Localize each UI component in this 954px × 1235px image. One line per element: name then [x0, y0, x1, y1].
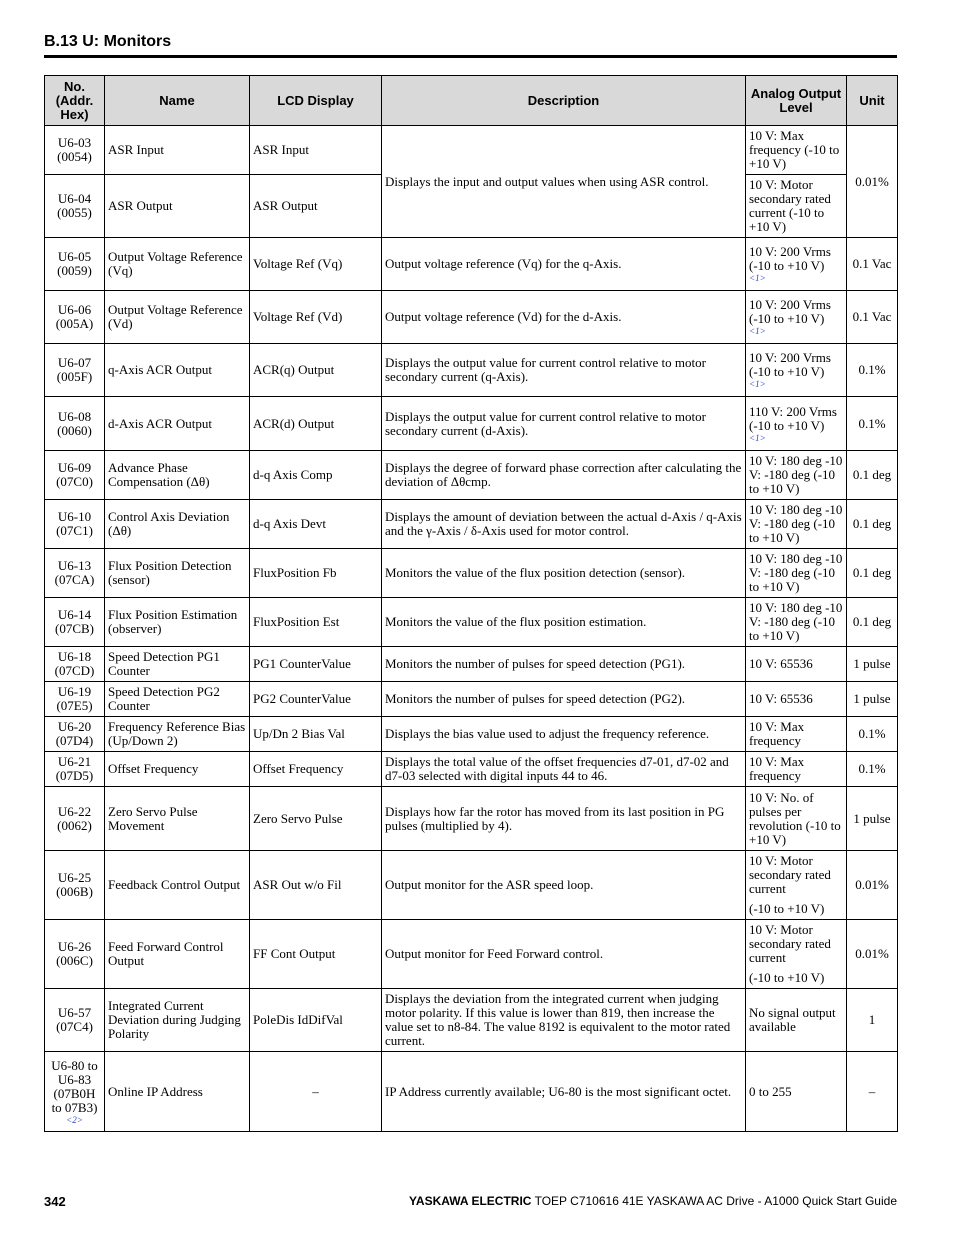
cell-unit: 1 — [847, 989, 898, 1052]
table-row — [45, 920, 898, 989]
cell-unit: 0.1 deg — [847, 598, 898, 647]
table-row — [45, 1052, 898, 1132]
cell-name: Feed Forward Control Output — [105, 920, 250, 989]
cell-name: Output Voltage Reference (Vq) — [105, 238, 250, 291]
analog-text: 10 V: 200 Vrms (-10 to +10 V) — [749, 297, 831, 326]
cell-description: Displays the deviation from the integrated current when judging motor polarity. If this value is lower than 819, then increase the value set to n8-84. The value 8192 is equivalent to the motor rated current. — [382, 989, 746, 1052]
footnote-ref[interactable]: <1> — [749, 273, 766, 283]
table-row — [45, 989, 898, 1052]
header-no: No. (Addr. Hex) — [45, 76, 105, 126]
cell-lcd: Offset Frequency — [250, 752, 382, 787]
section-title: B.13 U: Monitors — [44, 33, 172, 50]
cell-lcd: ASR Input — [250, 126, 382, 175]
cell-description: Displays how far the rotor has moved from its last position in PG pulses (multiplied by 4). — [382, 787, 746, 851]
cell-name: Output Voltage Reference (Vd) — [105, 291, 250, 344]
cell-name: Integrated Current Deviation during Judging Polarity — [105, 989, 250, 1052]
cell-analog — [746, 920, 847, 989]
cell-name: Speed Detection PG2 Counter — [105, 682, 250, 717]
cell-no: U6-18 (07CD) — [45, 647, 105, 682]
cell-unit: 0.1 deg — [847, 451, 898, 500]
cell-unit: 0.1 Vac — [847, 238, 898, 291]
cell-no: U6-05 (0059) — [45, 238, 105, 291]
table-row — [45, 549, 898, 598]
cell-no: U6-57 (07C4) — [45, 989, 105, 1052]
cell-no: U6-19 (07E5) — [45, 682, 105, 717]
cell-lcd: PoleDis IdDifVal — [250, 989, 382, 1052]
footer-doc-title: TOEP C710616 41E YASKAWA AC Drive - A1000 Quick Start Guide — [531, 1194, 897, 1208]
cell-unit: 0.1 deg — [847, 500, 898, 549]
cell-no: U6-14 (07CB) — [45, 598, 105, 647]
cell-analog: 10 V: 180 deg -10 V: -180 deg (-10 to +10 V) — [746, 500, 847, 549]
cell-analog: 10 V: 65536 — [746, 647, 847, 682]
cell-description: Displays the amount of deviation between the actual d-Axis / q-Axis and the γ-Axis / δ-Axis used for motor control. — [382, 500, 746, 549]
cell-description: Displays the bias value used to adjust the frequency reference. — [382, 717, 746, 752]
cell-name: Offset Frequency — [105, 752, 250, 787]
cell-name: d-Axis ACR Output — [105, 397, 250, 451]
cell-lcd: PG2 CounterValue — [250, 682, 382, 717]
cell-name: Frequency Reference Bias (Up/Down 2) — [105, 717, 250, 752]
cell-no: U6-07 (005F) — [45, 344, 105, 397]
cell-analog — [746, 291, 847, 344]
cell-no: U6-04 (0055) — [45, 175, 105, 238]
analog-text: 10 V: 200 Vrms (-10 to +10 V) — [749, 350, 831, 379]
cell-lcd: d-q Axis Comp — [250, 451, 382, 500]
cell-name: Flux Position Detection (sensor) — [105, 549, 250, 598]
cell-name: Zero Servo Pulse Movement — [105, 787, 250, 851]
cell-lcd: ASR Out w/o Fil — [250, 851, 382, 920]
table-row — [45, 682, 898, 717]
cell-no: U6-26 (006C) — [45, 920, 105, 989]
table-row — [45, 647, 898, 682]
cell-lcd: Zero Servo Pulse — [250, 787, 382, 851]
cell-no: U6-25 (006B) — [45, 851, 105, 920]
cell-lcd: ACR(q) Output — [250, 344, 382, 397]
header-lcd-display: LCD Display — [250, 76, 382, 126]
footnote-ref[interactable]: <2> — [66, 1114, 83, 1125]
cell-lcd: FluxPosition Est — [250, 598, 382, 647]
table-row — [45, 126, 898, 175]
analog-text: 10 V: Motor secondary rated current — [749, 853, 831, 896]
cell-name: Online IP Address — [105, 1052, 250, 1132]
no-text: U6-80 to U6-83 (07B0H to 07B3) — [51, 1057, 98, 1115]
header-unit: Unit — [847, 76, 898, 126]
cell-no: U6-20 (07D4) — [45, 717, 105, 752]
table-row — [45, 397, 898, 451]
table-row — [45, 717, 898, 752]
cell-description: Output voltage reference (Vd) for the d-Axis. — [382, 291, 746, 344]
header-analog-output-level: Analog Output Level — [746, 76, 847, 126]
cell-unit: 0.01% — [847, 920, 898, 989]
cell-lcd: PG1 CounterValue — [250, 647, 382, 682]
cell-name: ASR Input — [105, 126, 250, 175]
cell-analog — [746, 344, 847, 397]
title-rule — [44, 55, 897, 58]
cell-lcd: ASR Output — [250, 175, 382, 238]
cell-name: ASR Output — [105, 175, 250, 238]
cell-analog — [746, 238, 847, 291]
cell-analog: 10 V: Max frequency — [746, 752, 847, 787]
header-description: Description — [382, 76, 746, 126]
table-row — [45, 752, 898, 787]
cell-description: Monitors the value of the flux position estimation. — [382, 598, 746, 647]
cell-no: U6-10 (07C1) — [45, 500, 105, 549]
cell-unit: 1 pulse — [847, 682, 898, 717]
cell-unit: 0.01% — [847, 851, 898, 920]
cell-analog: 0 to 255 — [746, 1052, 847, 1132]
footer-company: YASKAWA ELECTRIC — [409, 1194, 532, 1208]
cell-description: Output monitor for the ASR speed loop. — [382, 851, 746, 920]
cell-analog: 10 V: Max frequency (-10 to +10 V) — [746, 126, 847, 175]
cell-unit: – — [847, 1052, 898, 1132]
cell-description: Output monitor for Feed Forward control. — [382, 920, 746, 989]
cell-lcd: d-q Axis Devt — [250, 500, 382, 549]
cell-name: Speed Detection PG1 Counter — [105, 647, 250, 682]
cell-lcd: Voltage Ref (Vq) — [250, 238, 382, 291]
cell-no: U6-13 (07CA) — [45, 549, 105, 598]
cell-description: Displays the total value of the offset frequencies d7-01, d7-02 and d7-03 selected with digital inputs 44 to 46. — [382, 752, 746, 787]
cell-analog: 10 V: Motor secondary rated current (-10 to +10 V) — [746, 175, 847, 238]
cell-lcd: FF Cont Output — [250, 920, 382, 989]
table-header-row — [45, 76, 898, 126]
cell-unit: 0.1% — [847, 344, 898, 397]
cell-analog: 10 V: 180 deg -10 V: -180 deg (-10 to +10 V) — [746, 549, 847, 598]
cell-lcd: Voltage Ref (Vd) — [250, 291, 382, 344]
cell-description: Displays the degree of forward phase correction after calculating the deviation of Δθcmp. — [382, 451, 746, 500]
table-row — [45, 238, 898, 291]
cell-unit: 0.1% — [847, 397, 898, 451]
footer-doc-info — [409, 1194, 897, 1208]
cell-no: U6-06 (005A) — [45, 291, 105, 344]
cell-analog: No signal output available — [746, 989, 847, 1052]
cell-lcd: – — [250, 1052, 382, 1132]
cell-no: U6-03 (0054) — [45, 126, 105, 175]
table-row — [45, 787, 898, 851]
table-row — [45, 851, 898, 920]
cell-unit: 0.1 deg — [847, 549, 898, 598]
cell-analog: 10 V: No. of pulses per revolution (-10 to +10 V) — [746, 787, 847, 851]
cell-no: U6-08 (0060) — [45, 397, 105, 451]
cell-name: q-Axis ACR Output — [105, 344, 250, 397]
cell-unit: 0.01% — [847, 126, 898, 238]
cell-description: Output voltage reference (Vq) for the q-Axis. — [382, 238, 746, 291]
table-row — [45, 500, 898, 549]
cell-lcd: ACR(d) Output — [250, 397, 382, 451]
cell-name: Flux Position Estimation (observer) — [105, 598, 250, 647]
cell-analog: 10 V: 180 deg -10 V: -180 deg (-10 to +10 V) — [746, 451, 847, 500]
analog-range: (-10 to +10 V) — [749, 970, 825, 985]
cell-description: Displays the output value for current control relative to motor secondary current (d-Axis). — [382, 397, 746, 451]
cell-unit: 0.1% — [847, 717, 898, 752]
cell-description: Displays the input and output values when using ASR control. — [382, 126, 746, 238]
cell-no: U6-22 (0062) — [45, 787, 105, 851]
cell-description: Displays the output value for current control relative to motor secondary current (q-Axis). — [382, 344, 746, 397]
cell-analog: 10 V: 65536 — [746, 682, 847, 717]
cell-analog — [746, 851, 847, 920]
cell-description: Monitors the number of pulses for speed detection (PG2). — [382, 682, 746, 717]
table-row — [45, 598, 898, 647]
cell-unit: 1 pulse — [847, 647, 898, 682]
footnote-ref[interactable]: <1> — [749, 379, 766, 389]
cell-analog: 10 V: Max frequency — [746, 717, 847, 752]
analog-text: 110 V: 200 Vrms (-10 to +10 V) — [749, 403, 837, 433]
cell-lcd: FluxPosition Fb — [250, 549, 382, 598]
cell-no: U6-21 (07D5) — [45, 752, 105, 787]
header-name: Name — [105, 76, 250, 126]
cell-description: IP Address currently available; U6-80 is the most significant octet. — [382, 1052, 746, 1132]
cell-lcd: Up/Dn 2 Bias Val — [250, 717, 382, 752]
cell-no — [45, 1052, 105, 1132]
table-row — [45, 291, 898, 344]
footnote-ref[interactable]: <1> — [749, 326, 766, 336]
table-row — [45, 451, 898, 500]
analog-text: 10 V: 200 Vrms (-10 to +10 V) — [749, 244, 831, 273]
analog-range: (-10 to +10 V) — [749, 901, 825, 916]
cell-no: U6-09 (07C0) — [45, 451, 105, 500]
cell-unit: 0.1 Vac — [847, 291, 898, 344]
cell-name: Feedback Control Output — [105, 851, 250, 920]
cell-unit: 1 pulse — [847, 787, 898, 851]
table-row — [45, 344, 898, 397]
page-number: 342 — [44, 1194, 66, 1209]
footnote-ref[interactable]: <1> — [749, 432, 766, 443]
cell-description: Monitors the number of pulses for speed detection (PG1). — [382, 647, 746, 682]
analog-text: 10 V: Motor secondary rated current — [749, 922, 831, 965]
cell-unit: 0.1% — [847, 752, 898, 787]
cell-analog: 10 V: 180 deg -10 V: -180 deg (-10 to +10 V) — [746, 598, 847, 647]
cell-description: Monitors the value of the flux position detection (sensor). — [382, 549, 746, 598]
monitors-table — [44, 75, 898, 1132]
cell-analog — [746, 397, 847, 451]
cell-name: Advance Phase Compensation (Δθ) — [105, 451, 250, 500]
cell-name: Control Axis Deviation (Δθ) — [105, 500, 250, 549]
